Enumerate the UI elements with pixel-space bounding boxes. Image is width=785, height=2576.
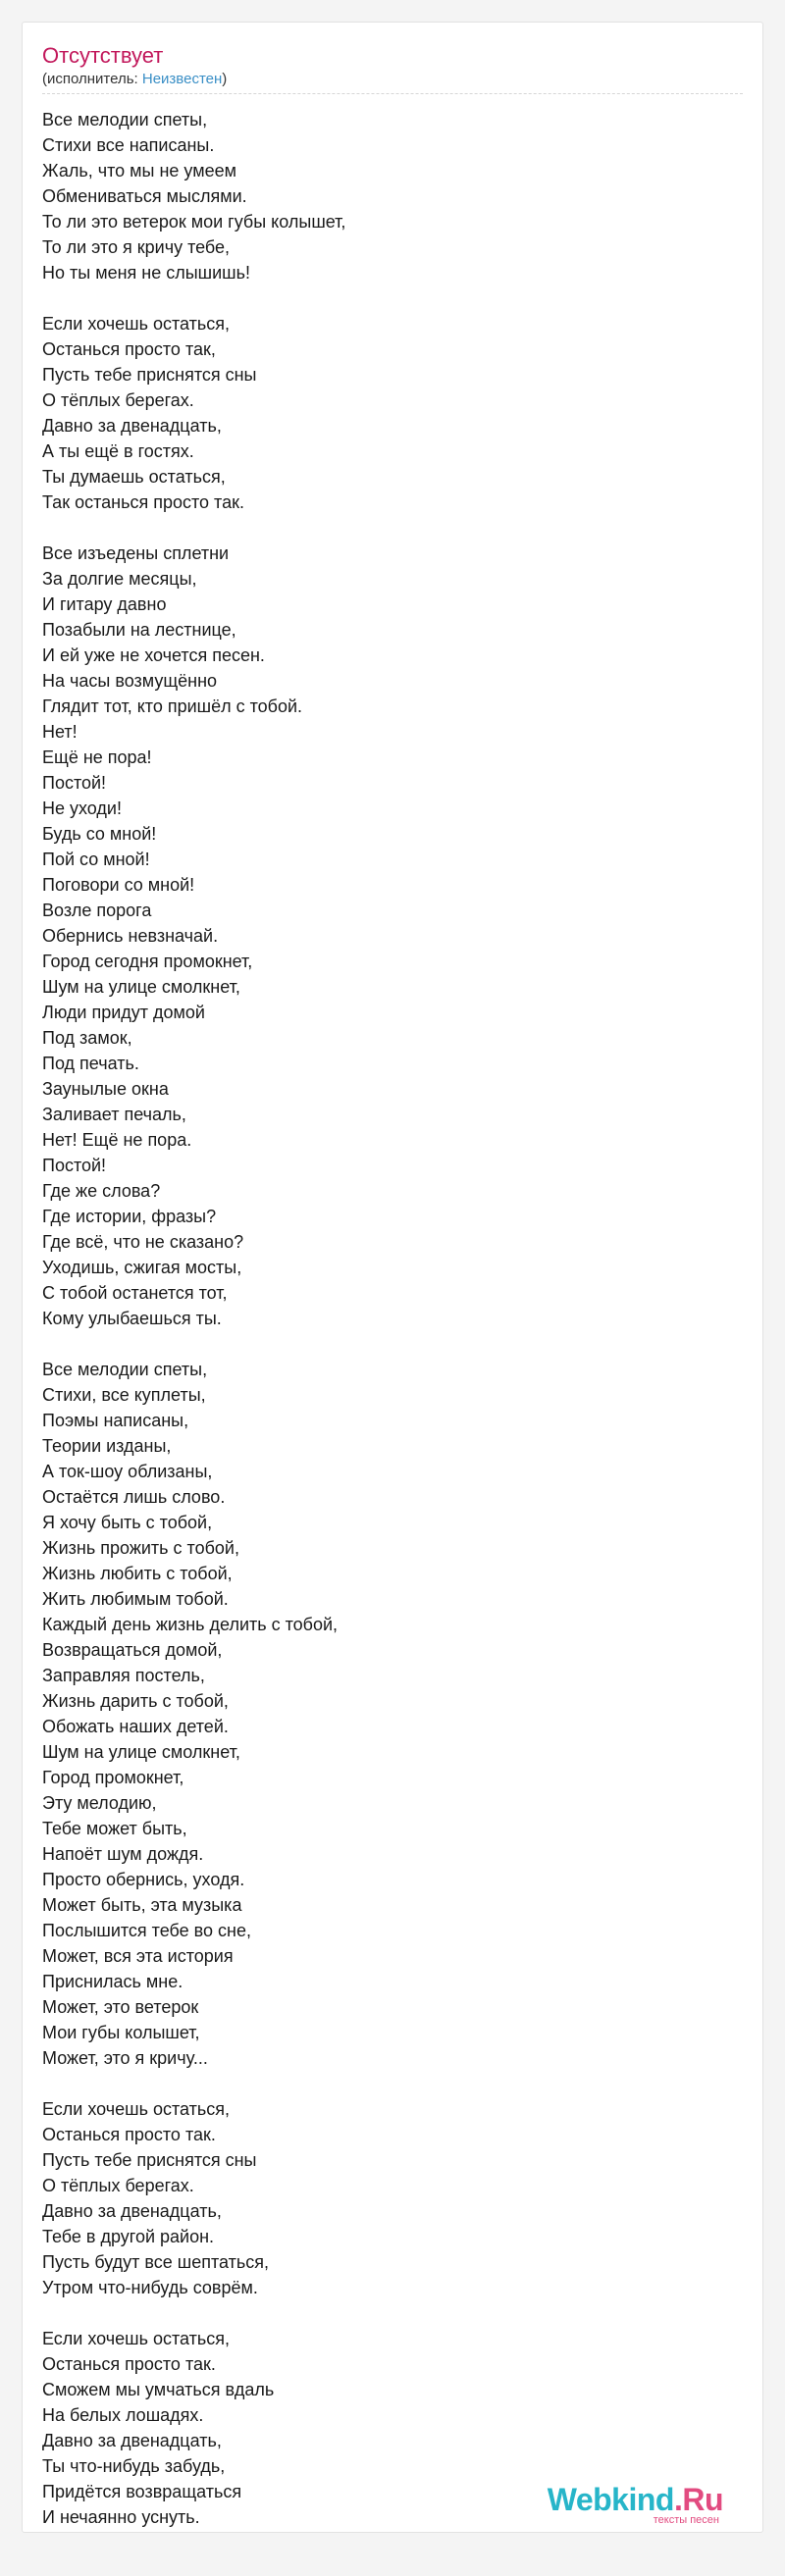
lyrics-line: Заунылые окна <box>42 1079 169 1099</box>
lyrics-line: Приснилась мне. <box>42 1972 183 1991</box>
lyrics-stanza <box>42 1357 729 2071</box>
lyrics-line: Где истории, фразы? <box>42 1207 217 1226</box>
song-title: Отсутствует <box>42 43 164 68</box>
lyrics-line: Поговори со мной! <box>42 875 195 895</box>
lyrics-line: Люди придут домой <box>42 1003 205 1022</box>
lyrics-line: Под замок, <box>42 1028 132 1048</box>
lyrics-line: Стихи все написаны. <box>42 135 215 155</box>
lyrics-line: Ты думаешь остаться, <box>42 467 226 487</box>
lyrics-line: Жизнь дарить с тобой, <box>42 1691 229 1711</box>
lyrics-line: И ей уже не хочется песен. <box>42 645 265 665</box>
lyrics-line: Шум на улице смолкнет, <box>42 1742 240 1762</box>
lyrics-line: Жаль, что мы не умеем <box>42 161 236 180</box>
logo-tld: Ru <box>682 2482 723 2517</box>
lyrics-line: Обожать наших детей. <box>42 1717 229 1736</box>
lyrics-line: Так останься просто так. <box>42 492 244 512</box>
lyrics-line: Напоёт шум дождя. <box>42 1844 204 1864</box>
lyrics-line: Позабыли на лестнице, <box>42 620 236 640</box>
lyrics-line: Придётся возвращаться <box>42 2482 242 2501</box>
lyrics-line: Уходишь, сжигая мосты, <box>42 1258 242 1277</box>
lyrics-line: Поэмы написаны, <box>42 1411 189 1430</box>
lyrics-line: Теории изданы, <box>42 1436 172 1456</box>
lyrics-line: На часы возмущённо <box>42 671 218 691</box>
lyrics-line: Останься просто так. <box>42 2354 216 2374</box>
lyrics-line: Пусть тебе приснятся сны <box>42 2150 257 2170</box>
lyrics-line: Давно за двенадцать, <box>42 416 222 436</box>
lyrics-line: Утром что-нибудь соврём. <box>42 2278 258 2297</box>
lyrics-stanza <box>42 541 729 1331</box>
lyrics-line: Каждый день жизнь делить с тобой, <box>42 1615 339 1634</box>
lyrics-line: А ты ещё в гостях. <box>42 441 194 461</box>
lyrics-line: Где же слова? <box>42 1181 161 1201</box>
lyrics-line: Не уходи! <box>42 799 122 818</box>
logo-dot: . <box>673 2482 683 2517</box>
lyrics-stanza <box>42 311 729 515</box>
lyrics-line: О тёплых берегах. <box>42 390 194 410</box>
lyrics-line: Глядит тот, кто пришёл с тобой. <box>42 696 303 716</box>
lyrics-line: И нечаянно уснуть. <box>42 2507 200 2527</box>
lyrics-line: Жить любимым тобой. <box>42 1589 229 1609</box>
lyrics-line: Все мелодии спеты, <box>42 110 208 129</box>
lyrics-line: Пусть тебе приснятся сны <box>42 365 257 385</box>
byline-suffix: ) <box>222 71 228 87</box>
site-logo[interactable] <box>548 2483 723 2526</box>
lyrics-line: Может быть, эта музыка <box>42 1895 242 1915</box>
lyrics-line: Если хочешь остаться, <box>42 2099 231 2119</box>
lyrics-line: Заправляя постель, <box>42 1666 205 1685</box>
lyrics-line: Заливает печаль, <box>42 1105 186 1124</box>
lyrics-stanza <box>42 107 729 285</box>
lyrics-line: Город сегодня промокнет, <box>42 952 253 971</box>
lyrics-line: Кому улыбаешься ты. <box>42 1309 222 1328</box>
lyrics-line: Останься просто так, <box>42 339 216 359</box>
lyrics-line: Постой! <box>42 1156 107 1175</box>
lyrics-line: Стихи, все куплеты, <box>42 1385 206 1405</box>
lyrics-line: Сможем мы умчаться вдаль <box>42 2380 275 2399</box>
lyrics-line: То ли это я кричу тебе, <box>42 237 231 257</box>
lyrics-line: Жизнь прожить с тобой, <box>42 1538 239 1558</box>
lyrics-line: Эту мелодию, <box>42 1793 157 1813</box>
lyrics-line: Останься просто так. <box>42 2125 216 2144</box>
logo-name: Webkind <box>547 2482 674 2517</box>
lyrics-line: Может, это ветерок <box>42 1997 199 2017</box>
lyrics-line: Все мелодии спеты, <box>42 1360 208 1379</box>
lyrics-line: Просто обернись, уходя. <box>42 1870 245 1889</box>
lyrics-line: Я хочу быть с тобой, <box>42 1513 213 1532</box>
lyrics-line: Возле порога <box>42 901 152 920</box>
lyrics-line: Город промокнет, <box>42 1768 184 1787</box>
logo-wordmark <box>548 2483 723 2516</box>
lyrics-line: Послышится тебе во сне, <box>42 1921 251 1940</box>
lyrics-line: И гитару давно <box>42 594 167 614</box>
lyrics-card <box>22 22 763 2533</box>
lyrics-line: Обернись невзначай. <box>42 926 219 946</box>
lyrics-line: Возвращаться домой, <box>42 1640 223 1660</box>
lyrics-line: Где всё, что не сказано? <box>42 1232 244 1252</box>
lyrics-line: На белых лошадях. <box>42 2405 204 2425</box>
lyrics-line: Ещё не пора! <box>42 747 152 767</box>
logo-tagline: тексты песен <box>653 2514 719 2526</box>
lyrics-line: За долгие месяцы, <box>42 569 197 589</box>
artist-link[interactable]: Неизвестен <box>141 71 223 87</box>
lyrics-line: Ты что-нибудь забудь, <box>42 2456 226 2476</box>
lyrics-line: Может, это я кричу... <box>42 2048 208 2068</box>
lyrics-line: Мои губы колышет, <box>42 2023 200 2042</box>
lyrics-line: Тебе в другой район. <box>42 2227 215 2246</box>
lyrics-line: О тёплых берегах. <box>42 2176 194 2195</box>
lyrics-line: Тебе может быть, <box>42 1819 187 1838</box>
lyrics-line: С тобой останется тот, <box>42 1283 228 1303</box>
lyrics-line: Постой! <box>42 773 107 793</box>
lyrics-line: Пой со мной! <box>42 850 150 869</box>
lyrics-line: То ли это ветерок мои губы колышет, <box>42 212 346 232</box>
lyrics-line: А ток-шоу облизаны, <box>42 1462 213 1481</box>
lyrics-line: Если хочешь остаться, <box>42 2329 231 2348</box>
lyrics-line: Нет! <box>42 722 78 742</box>
lyrics-line: Давно за двенадцать, <box>42 2431 222 2450</box>
lyrics-line: Все изъедены сплетни <box>42 543 230 563</box>
lyrics-stanza <box>42 2096 729 2300</box>
lyrics-line: Но ты меня не слышишь! <box>42 263 250 283</box>
lyrics-line: Жизнь любить с тобой, <box>42 1564 233 1583</box>
lyrics-line: Будь со мной! <box>42 824 157 844</box>
lyrics-line: Под печать. <box>42 1054 139 1073</box>
lyrics-line: Пусть будут все шептаться, <box>42 2252 270 2272</box>
lyrics-line: Остаётся лишь слово. <box>42 1487 226 1507</box>
lyrics-line: Шум на улице смолкнет, <box>42 977 240 997</box>
lyrics-line: Обмениваться мыслями. <box>42 186 247 206</box>
byline-prefix: (исполнитель: <box>42 71 142 87</box>
title-divider <box>42 93 743 94</box>
artist-byline <box>42 70 227 89</box>
lyrics-line: Если хочешь остаться, <box>42 314 231 334</box>
lyrics-line: Нет! Ещё не пора. <box>42 1130 192 1150</box>
lyrics-line: Может, вся эта история <box>42 1946 234 1966</box>
lyrics-text <box>42 107 729 2555</box>
lyrics-line: Давно за двенадцать, <box>42 2201 222 2221</box>
